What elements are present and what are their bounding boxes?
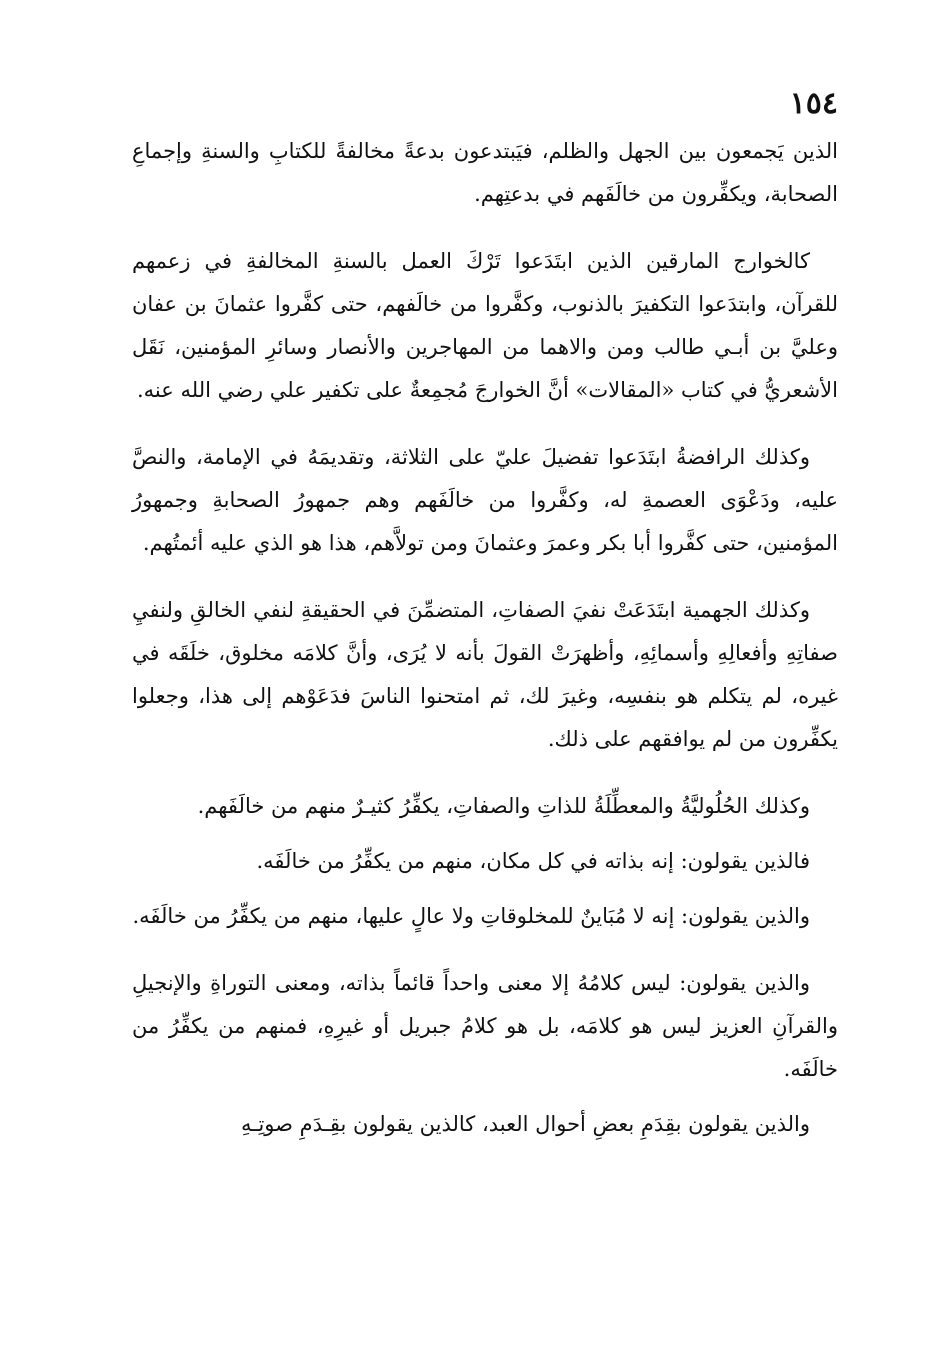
paragraph-rafida: وكذلك الرافضةُ ابتَدَعوا تفضيلَ عليّ على الثلاثة، وتقديمَهُ في الإمامة، والنصَّ عليه، ودَعْوَى العصمةِ له، وكفَّروا من خالَفَهم وهم جمهورُ الصحابةِ وجمهورُ المؤمنين، حتى كفَّروا أبا بكر وعمرَ وعثمانَ ومن تولاَّهم، هذا هو الذي عليه أئمتُهم.	[132, 445, 838, 555]
paragraph-1: الذين يَجمعون بين الجهل والظلم، فيَبتدعون بدعةً مخالفةً للكتابِ والسنةِ وإجماعِ الصحابة، ويكفِّرون من خالَفَهم في بدعتِهم.	[132, 139, 838, 206]
paragraph-eternity: والذين يقولون بقِدَمِ بعضِ أحوال العبد، كالذين يقولون بقِـدَمِ صوتِـهِ	[241, 1112, 810, 1136]
paragraph-everywhere: فالذين يقولون: إنه بذاته في كل مكان، منهم من يكفِّرُ من خالَفَه.	[256, 849, 810, 873]
paragraph-khawarij: كالخوارج المارقين الذين ابتَدَعوا تَرْكَ العمل بالسنةِ المخالفةِ في زعمهم للقرآن، وابتدَعوا التكفيرَ بالذنوب، وكفَّروا من خالَفهم، حتى كفَّروا عثمانَ بن عفان وعليَّ بن أبـي طالب ومن والاهما من المهاجرين والأنصار وسائرِ المؤمنين، نَقَل الأشعريُّ في كتاب «المقالات» أنَّ الخوارجَ مُجمِعةٌ على تكفير علي رضي الله عنه.	[132, 249, 838, 402]
document-page	[132, 84, 838, 1354]
paragraph-speech: والذين يقولون: ليس كلامُهُ إلا معنى واحداً قائماً بذاته، ومعنى التوراةِ والإنجيلِ والقرآنِ العزيز ليس هو كلامَه، بل هو كلامُ جبريل أو غيرِهِ، فمنهم من يكفِّرُ من خالَفَه.	[132, 971, 838, 1081]
paragraph-not-distinct: والذين يقولون: إنه لا مُبَاينٌ للمخلوقاتِ ولا عالٍ عليها، منهم من يكفِّرُ من خالَفَه.	[132, 904, 810, 928]
paragraph-hululiyya: وكذلك الحُلُوليَّةُ والمعطِّلَةُ للذاتِ والصفاتِ، يكفِّرُ كثيـرٌ منهم من خالَفَهم.	[197, 794, 810, 818]
paragraph-jahmiyya: وكذلك الجهمية ابتَدَعَتْ نفيَ الصفاتِ، المتضمِّنَ في الحقيقةِ لنفي الخالقِ ولنفيِ صفاتِهِ وأفعالِهِ وأسمائِهِ، وأظهرَتْ القولَ بأنه لا يُرَى، وأنَّ كلامَه مخلوق، خلَقَه في غيره، لم يتكلم هو بنفسِه، وغيرَ لك، ثم امتحنوا الناسَ فدَعَوْهم إلى هذا، وجعلوا يكفِّرون من لم يوافقهم على ذلك.	[132, 598, 838, 751]
page-number: ١٥٤	[789, 86, 838, 121]
